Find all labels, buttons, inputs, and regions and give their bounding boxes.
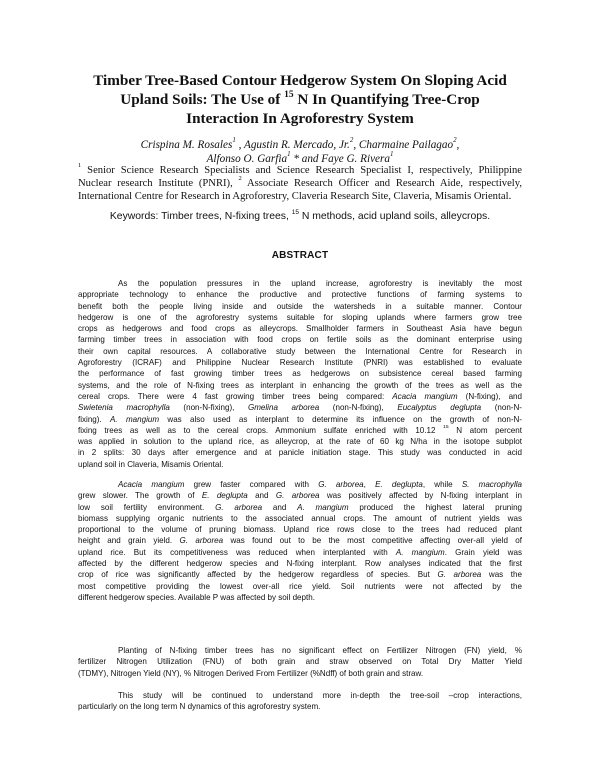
paper-title <box>60 71 540 128</box>
affiliation-line-2: Nuclear research Institute (PNRI), $^2$ Associate Research Officer and Research Aide, respectively, <box>78 175 523 189</box>
abstract-paragraph-3: Planting of N-fixing timber trees has no significant effect on Fertilizer Nitrogen (FN) yield, % fertilizer Nitrogen Utilization (FNU) of both grain and straw observed on Total Dry Matter Yield (TDMY), Nitrogen Yield (NY), % Nitrogen Derived From Fertilizer (%Ndff) of both grain and straw. <box>78 646 522 678</box>
author-list <box>60 138 540 166</box>
affiliation-line-1: $^1$ Senior Science Research Specialists and Science Research Specialist I, respectively, Philippine <box>78 162 522 176</box>
author-line-1: Crispina M. Rosales$^1$ , Agustin R. Mercado, Jr.$^2$, Charmaine Pailagao$^2$, <box>140 136 460 151</box>
title-line-2: Upland Soils: The Use of $^{15}$ N In Quantifying Tree-Crop <box>120 89 480 108</box>
abstract-paragraph-1: As the population pressures in the upland increase, agroforestry is inevitably the most appropriate technology to enhance the productive and protective functions of farming systems to benefit both the people living inside and outside the watersheds in a suitable manner. Contour hedgerow is one of the agroforestry systems suitable for sloping uplands where farmers grow tree crops as hedgerows and food crops as alleycrops. Smallholder farmers in Southeast Asia have begun farming timber trees in association with food crops on fertile soils as the dominant enterprise using their own capital resources. A collaborative study between the International Centre for Research in Agroforestry (ICRAF) and Philippine Nuclear Research Institute (PNRI) was established to evaluate the performance of fast growing timber trees as hedgerows on subsistence cereal based farming systems, and the role of N-fixing trees as interplant in enhancing the growth of the trees as well as the cereal crops. There were 4 fast growing timber trees being compared: Acacia mangium (N-fixing), and Swietenia macrophylla (non-N-fixing), Gmelina arborea (non-N-fixing), Eucalyptus deglupta (non-N- fixing). A. mangium was also used as interplant to determine its influence on the growth of non-N- fixing trees as well as to the cereal crops. Ammonium sulfate enriched with 10.12 $^{15}$ N atom percent was applied in solution to the upland rice, as alleycrop, at the rate of 60 kg N/ha in the isotope subplot in 2 splits: 30 days after emergence and at panicle initiation stage. This study was conducted in acid upland soil in Claveria, Misamis Oriental. <box>78 279 523 469</box>
abstract-heading: ABSTRACT <box>271 250 329 261</box>
abstract-paragraph-4: This study will be continued to understand more in-depth the tree-soil –crop interactions, particularly on the long term N dynamics of this agroforestry system. <box>78 691 522 712</box>
author-line-2: Alfonso O. Garfia$^1$ * and Faye G. Rivera$^1$ <box>206 150 394 165</box>
abstract-paragraph-2: Acacia mangium grew faster compared with G. arborea, E. deglupta, while S. macrophylla grew slower. The growth of E. deglupta and G. arborea was positively affected by N-fixing interplant in low soil fertility environment. G. arborea and A. mangium produced the highest lateral pruning biomass supplying organic nutrients to the associated annual crops. The amount of nutrient yields was proportional to the volume of pruning biomass. Upland rice rows close to the trees had reduced plant height and grain yield. G. arborea was found out to be the most competitive affecting over-all yield of upland rice. But its competitiveness was reduced when interplanted with A. mangium. Grain yield was affected by the different hedgerow species and N-fixing interplant. Row analyses indicated that the first crop of rice was significantly affected by the hedgerow regardless of species. But G. arborea was the most competitive providing the lowest over-all rice yield. Soil nutrients were not affected by the different hedgerow species. Available P was affected by soil depth. <box>78 480 523 602</box>
keywords: Keywords: Timber trees, N-fixing trees, $^{15}$ N methods, acid upland soils, alleycrops. <box>109 208 491 222</box>
title-line-3: Interaction In Agroforestry System <box>186 110 414 127</box>
title-line-1: Timber Tree-Based Contour Hedgerow System On Sloping Acid <box>93 72 507 89</box>
affiliation-line-3: International Centre for Research in Agroforestry, Claveria Research Site, Claveria, Misamis Oriental. <box>78 190 512 202</box>
affiliations <box>78 162 523 203</box>
